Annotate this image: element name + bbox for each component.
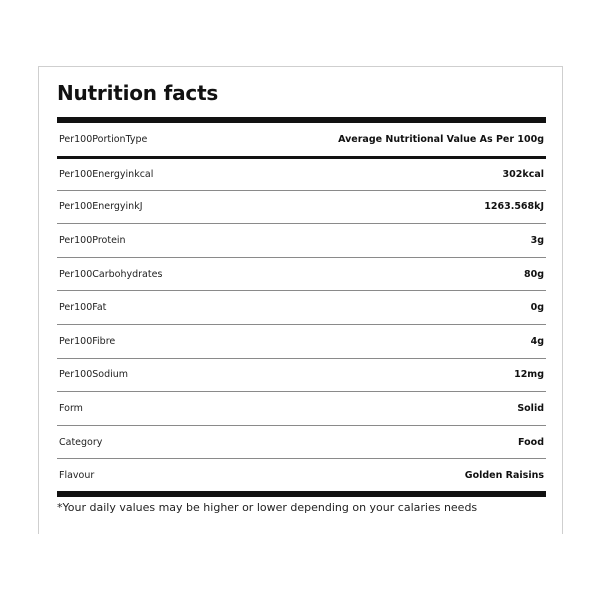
row-value: 1263.568kJ [484,201,544,213]
row-label: Flavour [59,470,95,482]
row-value: 4g [530,335,544,347]
row-label: Category [59,436,103,448]
row-label: Per100Fat [59,302,107,314]
row-label: Form [59,402,83,414]
table-row [57,458,546,492]
row-value: 302kcal [502,168,544,180]
row-label: Per100EnergyinkJ [59,201,143,213]
nutrition-table [57,123,546,492]
table-row [57,358,546,392]
header-label: Per100PortionType [59,134,148,145]
table-header-row [57,123,546,156]
row-label: Per100Sodium [59,369,129,381]
row-label: Per100Energyinkcal [59,168,154,180]
row-label: Per100Fibre [59,335,116,347]
table-row [57,156,546,190]
row-value: 12mg [514,369,544,381]
row-value: 3g [530,234,544,246]
header-value: Average Nutritional Value As Per 100g [338,134,544,145]
table-row [57,324,546,358]
table-row [57,223,546,257]
row-value: Solid [517,402,544,414]
row-label: Per100Protein [59,234,126,246]
row-value: Food [518,436,544,448]
row-value: 0g [530,302,544,314]
footnote: *Your daily values may be higher or lower depending on your calaries needs [57,501,478,514]
row-value: Golden Raisins [464,470,544,482]
table-row [57,290,546,324]
bottom-thick-divider [57,491,546,497]
table-row [57,425,546,459]
nutrition-facts-panel [38,66,563,534]
page-title: Nutrition facts [57,81,219,105]
table-row [57,391,546,425]
row-value: 80g [523,268,544,280]
row-label: Per100Carbohydrates [59,268,163,280]
table-row [57,190,546,224]
table-row [57,257,546,291]
